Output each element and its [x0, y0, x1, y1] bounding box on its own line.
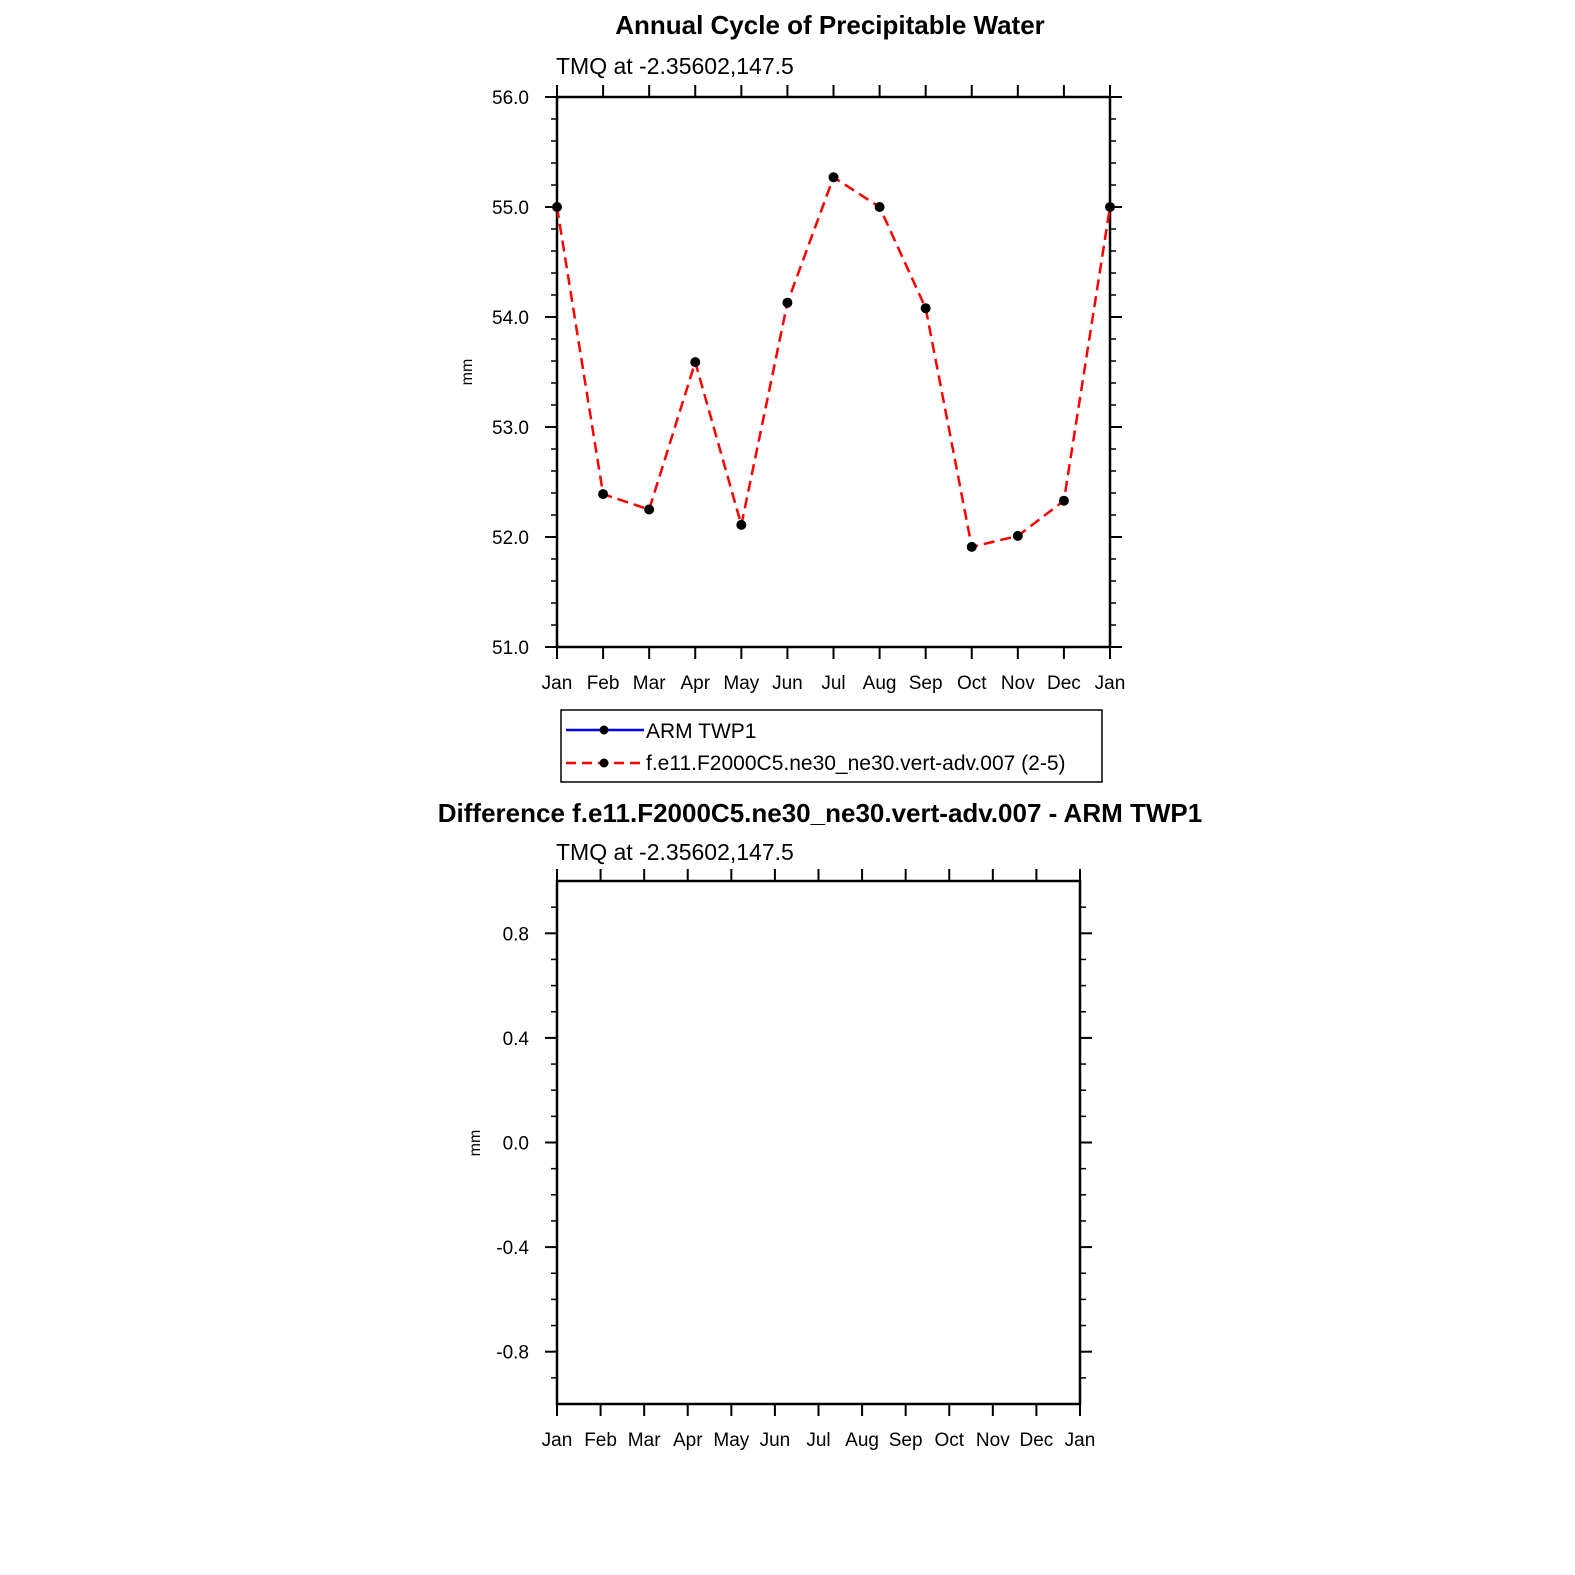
x-tick-label: Mar	[627, 1430, 661, 1451]
x-tick-label: Sep	[888, 1430, 923, 1451]
x-tick-label: Oct	[956, 673, 987, 694]
x-tick-label: Mar	[632, 673, 666, 694]
data-point	[875, 202, 885, 212]
data-point	[829, 172, 839, 182]
x-tick-label: Jul	[821, 673, 846, 694]
legend	[561, 710, 1102, 782]
legend-marker-arm-twp1	[600, 726, 609, 735]
annual-cycle-chart	[459, 10, 1125, 694]
x-tick-label: May	[723, 673, 760, 694]
y-tick-label: 54.0	[492, 308, 529, 329]
data-point	[1105, 202, 1115, 212]
data-point	[552, 202, 562, 212]
difference-axis-ticks	[545, 869, 1092, 1416]
x-tick-label: Jan	[541, 1430, 573, 1451]
y-tick-label: 52.0	[492, 528, 529, 549]
y-tick-label: -0.4	[496, 1238, 529, 1260]
x-tick-label: Apr	[680, 673, 711, 694]
difference-chart-subtitle: TMQ at -2.35602,147.5	[556, 839, 794, 865]
y-tick-label: 53.0	[492, 418, 529, 439]
y-axis-label: mm	[459, 358, 476, 386]
difference-y-axis-label: mm	[467, 1129, 484, 1157]
x-tick-label: Jun	[759, 1430, 791, 1451]
x-tick-labels	[542, 673, 1126, 694]
data-point	[967, 542, 977, 552]
x-tick-label: Sep	[908, 673, 943, 694]
x-tick-label: Aug	[845, 1430, 879, 1451]
legend-label-arm-twp1: ARM TWP1	[646, 720, 757, 743]
x-tick-label: Jan	[541, 673, 573, 694]
y-tick-label: -0.8	[496, 1342, 529, 1364]
y-tick-label: 0.0	[502, 1133, 529, 1155]
series-line	[557, 177, 1110, 547]
y-tick-label: 51.0	[492, 638, 529, 659]
x-tick-label: Apr	[672, 1430, 703, 1451]
data-point	[736, 520, 746, 530]
legend-marker-model	[600, 759, 609, 768]
data-point	[644, 505, 654, 515]
x-tick-label: Jul	[806, 1430, 831, 1451]
x-tick-label: Feb	[586, 673, 620, 694]
data-point	[782, 298, 792, 308]
chart-subtitle: TMQ at -2.35602,147.5	[556, 53, 794, 79]
x-tick-label: May	[713, 1430, 750, 1451]
x-tick-label: Dec	[1019, 1430, 1054, 1451]
difference-y-tick-labels	[496, 924, 529, 1363]
x-tick-label: Jan	[1094, 673, 1126, 694]
x-tick-label: Nov	[1000, 673, 1035, 694]
axis-ticks	[545, 85, 1122, 659]
y-tick-label: 0.4	[502, 1028, 529, 1050]
data-point	[1013, 531, 1023, 541]
y-tick-labels	[492, 88, 529, 659]
y-tick-label: 55.0	[492, 198, 529, 219]
data-point	[1059, 496, 1069, 506]
data-point	[921, 303, 931, 313]
x-tick-label: Oct	[934, 1430, 965, 1451]
chart-title: Annual Cycle of Precipitable Water	[615, 10, 1045, 40]
difference-chart	[438, 798, 1202, 1451]
y-tick-label: 0.8	[502, 924, 529, 946]
difference-x-tick-labels	[542, 1430, 1096, 1451]
difference-chart-title: Difference f.e11.F2000C5.ne30_ne30.vert-adv.007 - ARM TWP1	[437, 798, 1203, 828]
x-tick-label: Nov	[975, 1430, 1010, 1451]
y-tick-label: 56.0	[492, 88, 529, 109]
x-tick-label: Aug	[862, 673, 897, 694]
series-layer	[552, 172, 1115, 552]
x-tick-label: Dec	[1047, 673, 1081, 694]
x-tick-label: Jan	[1064, 1430, 1096, 1451]
data-point	[690, 357, 700, 367]
legend-label-model: f.e11.F2000C5.ne30_ne30.vert-adv.007 (2-5)	[646, 752, 1066, 775]
difference-plot-frame	[557, 881, 1080, 1404]
x-tick-label: Feb	[584, 1430, 617, 1451]
x-tick-label: Jun	[772, 673, 803, 694]
data-point	[598, 489, 608, 499]
